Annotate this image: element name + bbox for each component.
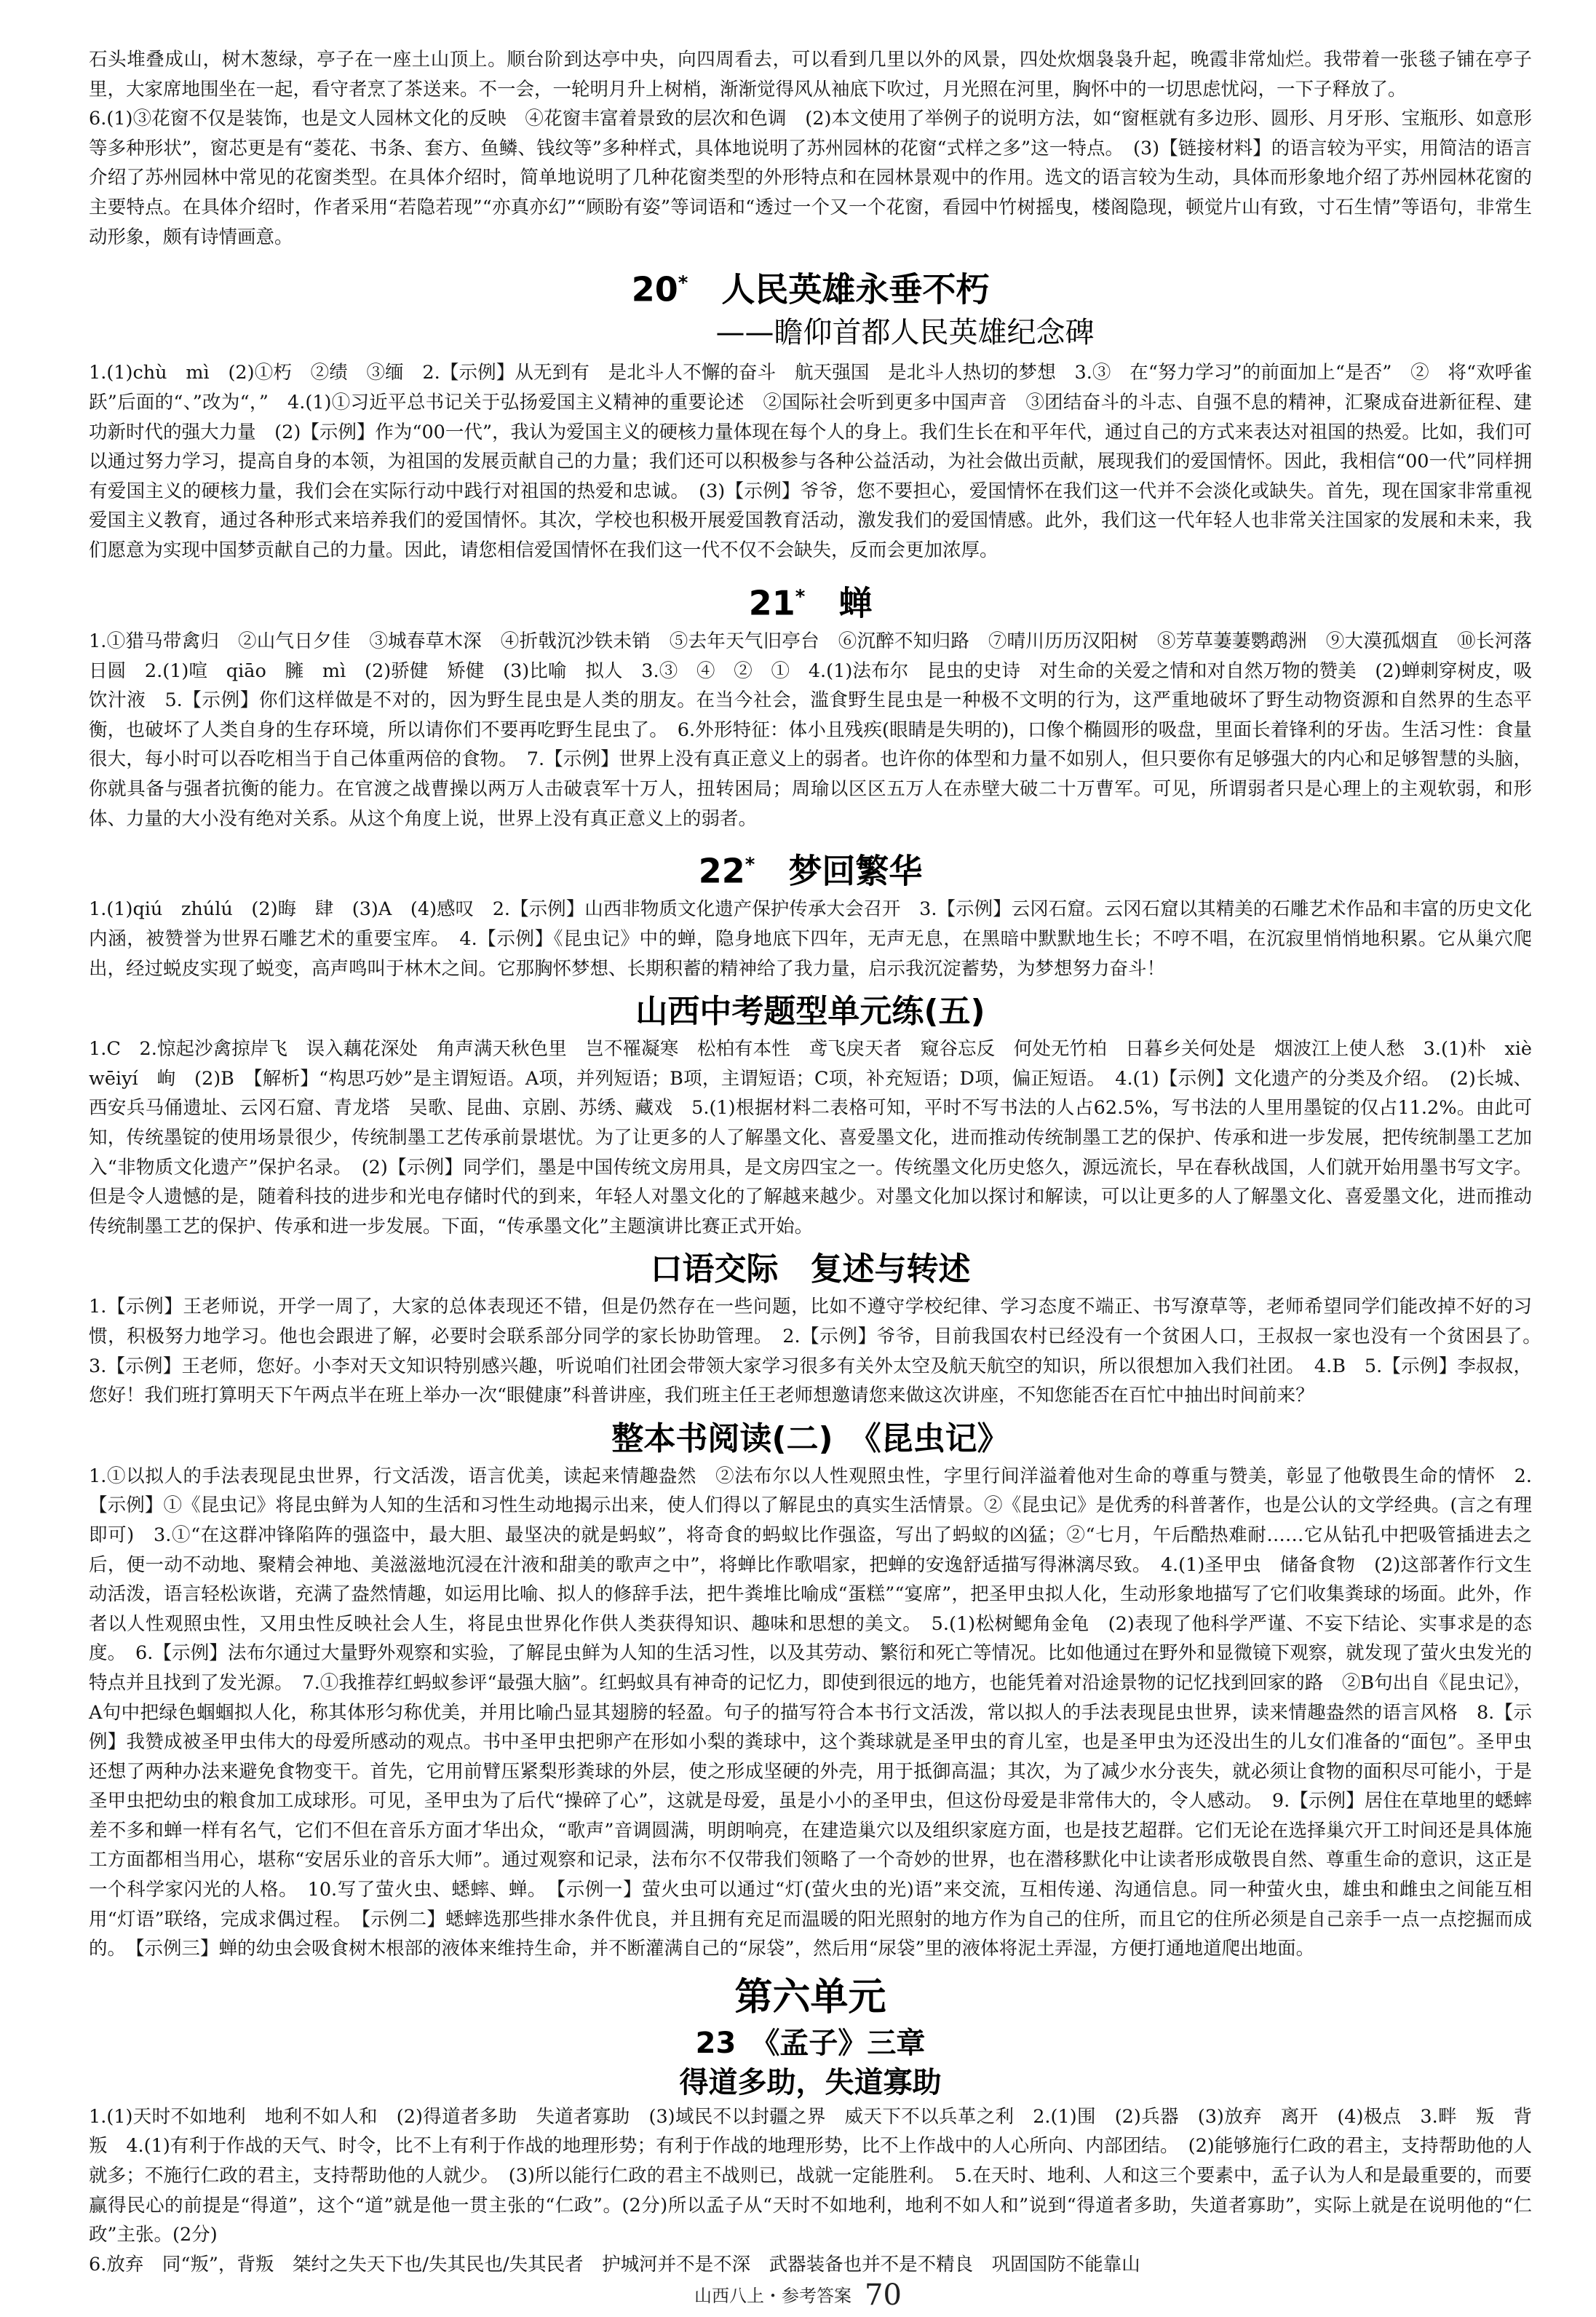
answer-paragraph: 1.(1)qiú zhúlú (2)晦 肆 (3)A (4)感叹 2.【示例】山西非物质文化遗产保护传承大会召开 3.【示例】云冈石窟。云冈石窟以其精美的石雕艺术作品和丰富的历史文化内涵，被赞誉为世界石雕艺术的重要宝库。 4.【示例】《昆虫记》中的蝉，隐身地底下四年，无声无息，在黑暗中默默地生长；不哼不唱，在沉寂里悄悄地积累。它从巢穴爬出，经过蜕皮实现了蜕变，高声鸣叫于林木之间。它那胸怀梦想、长期积蓄的精神给了我力量，启示我沉淀蓄势，为梦想努力奋斗！ [89,898,1532,980]
lesson-number: 20 [631,269,678,309]
lesson-title: 人民英雄永垂不朽 [721,269,990,309]
section-heading: 山西中考题型单元练(五) [635,993,985,1031]
section-heading: 整本书阅读(二) 《昆虫记》 [611,1419,1009,1457]
page-footer [0,2278,1596,2312]
lesson-heading: 23 《孟子》三章 [695,2026,926,2060]
lesson-number: 21 [748,582,795,622]
answer-paragraph: 1.①以拟人的手法表现昆虫世界，行文活泼，语言优美，读起来情趣盎然 ②法布尔以人性观照虫性，字里行间洋溢着他对生命的尊重与赞美，彰显了他敬畏生命的情怀 2.【示例】①《昆虫记》将昆虫鲜为人知的生活和习性生动地揭示出来，使人们得以了解昆虫的真实生活情景。②《昆虫记》是优秀的科普著作，也是公认的文学经典。(言之有理即可) 3.①“在这群冲锋陷阵的强盗中，最大胆、最坚决的就是蚂蚁”，将奇食的蚂蚁比作强盗，写出了蚂蚁的凶猛；②“七月，午后酷热难耐……它从钻孔中把吸管插进去之后，便一动不动地、聚精会神地、美滋滋地沉浸在汁液和甜美的歌声之中”，将蝉比作歌唱家，把蝉的安逸舒适描写得淋漓尽致。 4.(1)圣甲虫 储备食物 (2)这部著作行文生动活泼，语言轻松诙谐，充满了盎然情趣，如运用比喻、拟人的修辞手法，把牛粪堆比喻成“蛋糕”“宴席”，把圣甲虫拟人化，生动形象地描写了它们收集粪球的场面。此外，作者以人性观照虫性，又用虫性反映社会人生，将昆虫世界化作供人类获得知识、趣味和思想的美文。 5.(1)松树鳃角金龟 (2)表现了他科学严谨、不妄下结论、实事求是的态度。 6.【示例】法布尔通过大量野外观察和实验，了解昆虫鲜为人知的生活习性，以及其劳动、繁衍和死亡等情况。比如他通过在野外和显微镜下观察，就发现了萤火虫发光的特点并且找到了发光源。 7.①我推荐红蚂蚁参评“最强大脑”。红蚂蚁具有神奇的记忆力，即使到很远的地方，也能凭着对沿途景物的记忆找到回家的路 ②B句出自《昆虫记》，A句中把绿色蝈蝈拟人化，称其体形匀称优美，并用比喻凸显其翅膀的轻盈。句子的描写符合本书行文活泼，常以拟人的手法表现昆虫世界，读来情趣盎然的语言风格 8.【示例】我赞成被圣甲虫伟大的母爱所感动的观点。书中圣甲虫把卵产在形如小梨的粪球中，这个粪球就是圣甲虫的育儿室，也是圣甲虫为还没出生的儿女们准备的“面包”。圣甲虫还想了两种办法来避免食物变干。首先，它用前臂压紧梨形粪球的外层，使之形成坚硬的外壳，用于抵御高温；其次，为了减少水分丧失，就必须让食物的面积尽可能小，于是圣甲虫把幼虫的粮食加工成球形。可见，圣甲虫为了后代“操碎了心”，这就是母爱，虽是小小的圣甲虫，但这份母爱是非常伟大的，令人感动。 9.【示例】居住在草地里的蟋蟀差不多和蝉一样有名气，它们不但在音乐方面才华出众，“歌声”音调圆满，明朗响亮，在建造巢穴以及组织家庭方面，也是技艺超群。它们无论在选择巢穴开工时间还是具体施工方面都相当用心，堪称“安居乐业的音乐大师”。通过观察和记录，法布尔不仅带我们领略了一个奇妙的世界，也在潜移默化中让读者形成敬畏自然、尊重生命的意识，这正是一个科学家闪光的人格。 10.写了萤火虫、蟋蟀、蝉。 【示例一】萤火虫可以通过“灯(萤火虫的光)语”来交流，互相传递、沟通信息。同一种萤火虫，雄虫和雌虫之间能互相用“灯语”联络，完成求偶过程。 【示例二】蟋蟀选那些排水条件优良，并且拥有充足而温暖的阳光照射的地方作为自己的住所，而且它的住所必须是自己亲手一点一点挖掘而成的。 【示例三】蝉的幼虫会吸食树木根部的液体来维持生命，并不断灌满自己的“尿袋”，然后用“尿袋”里的液体将泥土弄湿，方便打通地道爬出地面。 [89,1465,1532,1960]
answer-paragraph: 6.(1)③花窗不仅是装饰，也是文人园林文化的反映 ④花窗丰富着景致的层次和色调 (2)本文使用了举例子的说明方法，如“窗框就有多边形、圆形、月牙形、宝瓶形、如意形等多种形状”，窗芯更是有“菱花、书条、套方、鱼鳞、钱纹等”多种样式，具体地说明了苏州园林的花窗“式样之多”这一特点。 (3)【链接材料】的语言较为平实，用简洁的语言介绍了苏州园林中常见的花窗类型。在具体介绍时，简单地说明了几种花窗类型的外形特点和在园林景观中的作用。选文的语言较为生动，具体而形象地介绍了苏州园林花窗的主要特点。在具体介绍时，作者采用“若隐若现”“亦真亦幻”“顾盼有姿”等词语和“透过一个又一个花窗，看园中竹树摇曳，楼阁隐现，顿觉片山有致，寸石生情”等语句，非常生动形象，颇有诗情画意。 [89,108,1532,248]
page-number: 70 [865,2278,902,2312]
lesson-subtitle: ——瞻仰首都人民英雄纪念碑 [715,316,1095,350]
footer-label: 山西八上・参考答案 [694,2286,852,2306]
answer-paragraph: 1.【示例】王老师说，开学一周了，大家的总体表现还不错，但是仍然存在一些问题，比如不遵守学校纪律、学习态度不端正、书写潦草等，老师希望同学们能改掉不好的习惯，积极努力地学习。他也会跟进了解，必要时会联系部分同学的家长协助管理。 2.【示例】爷爷，目前我国农村已经没有一个贫困人口，王叔叔一家也没有一个贫困县了。 3.【示例】王老师，您好。小李对天文知识特别感兴趣，听说咱们社团会带领大家学习很多有关外太空及航天航空的知识，所以很想加入我们社团。 4.B 5.【示例】李叔叔，您好！我们班打算明天下午两点半在班上举办一次“眼健康”科普讲座，我们班主任王老师想邀请您来做这次讲座，不知您能否在百忙中抽出时间前来？ [89,1296,1551,1407]
answer-paragraph: 1.(1)chù mì (2)①朽 ②绩 ③缅 2.【示例】从无到有 是北斗人不懈的奋斗 航天强国 是北斗人热切的梦想 3.③ 在“努力学习”的前面加上“是否” ② 将“欢呼雀跃”后面的“、”改为“，” 4.(1)①习近平总书记关于弘扬爱国主义精神的重要论述 ②国际社会听到更多中国声音 ③团结奋斗的斗志、自强不息的精神，汇聚成奋进新征程、建功新时代的强大力量 (2)【示例】作为“00一代”，我认为爱国主义的硬核力量体现在每个人的身上。我们生长在和平年代，通过自己的方式来表达对祖国的热爱。比如，我们可以通过努力学习，提高自身的本领，为祖国的发展贡献自己的力量；我们还可以积极参与各种公益活动，为社会做出贡献，展现我们的爱国情怀。因此，我相信“00一代”同样拥有爱国主义的硬核力量，我们会在实际行动中践行对祖国的热爱和忠诚。 (3)【示例】爷爷，您不要担心，爱国情怀在我们这一代并不会淡化或缺失。首先，现在国家非常重视爱国主义教育，通过各种形式来培养我们的爱国情怀。其次，学校也积极开展爱国教育活动，激发我们的爱国情感。此外，我们这一代年轻人也非常关注国家的发展和未来，我们愿意为实现中国梦贡献自己的力量。因此，请您相信爱国情怀在我们这一代不仅不会缺失，反而会更加浓厚。 [89,362,1532,562]
lesson-heading [89,259,1532,313]
lesson-subtitle: 得道多助，失道寡助 [679,2065,942,2099]
lesson-star: * [795,585,806,608]
answer-paragraph: 1.(1)天时不如地利 地利不如人和 (2)得道者多助 失道者寡助 (3)域民不以封疆之界 威天下不以兵革之利 2.(1)围 (2)兵器 (3)放弃 离开 (4)极点 3.畔 叛 背叛 4.(1)有利于作战的天气、时令，比不上有利于作战的地理形势；有利于作战的地理形势，比不上作战中的人心所向、内部团结。 (2)能够施行仁政的君主，支持帮助他的人就多；不施行仁政的君主，支持帮助他的人就少。 (3)所以能行仁政的君主不战则已，战就一定能胜利。 5.在天时、地利、人和这三个要素中，孟子认为人和是最重要的，而要赢得民心的前提是“得道”，这个“道”就是他一贯主张的“仁政”。(2分)所以孟子从“天时不如地利，地利不如人和”说到“得道者多助，失道者寡助”，实际上就是在说明他的“仁政”主张。(2分) [89,2105,1532,2246]
lesson-heading [89,841,1532,895]
lesson-number: 22 [698,851,745,891]
lesson-title: 梦回繁华 [788,851,923,891]
unit-heading: 第六单元 [734,1975,886,2019]
lesson-title: 蝉 [838,582,873,622]
answer-paragraph: 1.①猎马带禽归 ②山气日夕佳 ③城春草木深 ④折戟沉沙铁未销 ⑤去年天气旧亭台 ⑥沉醉不知归路 ⑦晴川历历汉阳树 ⑧芳草萋萋鹦鹉洲 ⑨大漠孤烟直 ⑩长河落日圆 2.(1)喧 qiāo 臃 mì (2)骄健 矫健 (3)比喻 拟人 3.③ ④ ② ① 4.(1)法布尔 昆虫的史诗 对生命的关爱之情和对自然万物的赞美 (2)蝉刺穿树皮，吸饮汁液 5.【示例】你们这样做是不对的，因为野生昆虫是人类的朋友。在当今社会，滥食野生昆虫是一种极不文明的行为，这严重地破坏了野生动物资源和自然界的生态平衡，也破坏了人类自身的生存环境，所以请你们不要再吃野生昆虫了。 6.外形特征：体小且残疾(眼睛是失明的)，口像个椭圆形的吸盘，里面长着锋利的牙齿。生活习性：食量很大，每小时可以吞吃相当于自己体重两倍的食物。 7.【示例】世界上没有真正意义上的弱者。也许你的体型和力量不如别人，但只要你有足够强大的内心和足够智慧的头脑，你就具备与强者抗衡的能力。在官渡之战曹操以两万人击破袁军十万人，扭转困局；周瑜以区区五万人在赤壁大破二十万曹军。可见，所谓弱者只是心理上的主观软弱，和形体、力量的大小没有绝对关系。从这个角度上说，世界上没有真正意义上的弱者。 [89,630,1532,830]
lesson-star: * [745,854,755,876]
answer-paragraph: 6.放弃 同“叛”，背叛 桀纣之失天下也/失其民也/失其民者 护城河并不是不深 武器装备也并不是不精良 巩固国防不能靠山 [89,2253,1140,2276]
section-heading: 口语交际 复述与转述 [650,1251,971,1288]
lesson-star: * [678,272,688,295]
answer-paragraph: 1.C 2.惊起沙禽掠岸飞 误入藕花深处 角声满天秋色里 岂不罹凝寒 松柏有本性 鸢飞戾天者 窥谷忘反 何处无竹柏 日暮乡关何处是 烟波江上使人愁 3.(1)朴 xiè wēiyí 峋 (2)B 【解析】“构思巧妙”是主谓短语。A项，并列短语；B项，主谓短语；C项，补充短语；D项，偏正短语。 4.(1)【示例】文化遗产的分类及介绍。 (2)长城、西安兵马俑遗址、云冈石窟、青龙塔 吴歌、昆曲、京剧、苏绣、藏戏 5.(1)根据材料二表格可知，平时不写书法的人占62.5%，写书法的人里用墨锭的仅占11.2%。由此可知，传统墨锭的使用场景很少，传统制墨工艺传承前景堪忧。为了让更多的人了解墨文化、喜爱墨文化，进而推动传统制墨工艺的保护、传承和进一步发展，把传统制墨工艺加入“非物质文化遗产”保护名录。 (2)【示例】同学们，墨是中国传统文房用具，是文房四宝之一。传统墨文化历史悠久，源远流长，早在春秋战国，人们就开始用墨书写文字。但是令人遗憾的是，随着科技的进步和光电存储时代的到来，年轻人对墨文化的了解越来越少。对墨文化加以探讨和解读，可以让更多的人了解墨文化、喜爱墨文化，进而推动传统制墨工艺的保护、传承和进一步发展。下面，“传承墨文化”主题演讲比赛正式开始。 [89,1038,1551,1237]
answer-paragraph: 石头堆叠成山，树木葱绿，亭子在一座土山顶上。顺台阶到达亭中央，向四周看去，可以看到几里以外的风景，四处炊烟袅袅升起，晚霞非常灿烂。我带着一张毯子铺在亭子里，大家席地围坐在一起，看守者烹了茶送来。不一会，一轮明月升上树梢，渐渐觉得风从袖底下吹过，月光照在河里，胸怀中的一切思虑忧闷，一下子释放了。 [89,49,1532,100]
lesson-heading [89,573,1532,627]
